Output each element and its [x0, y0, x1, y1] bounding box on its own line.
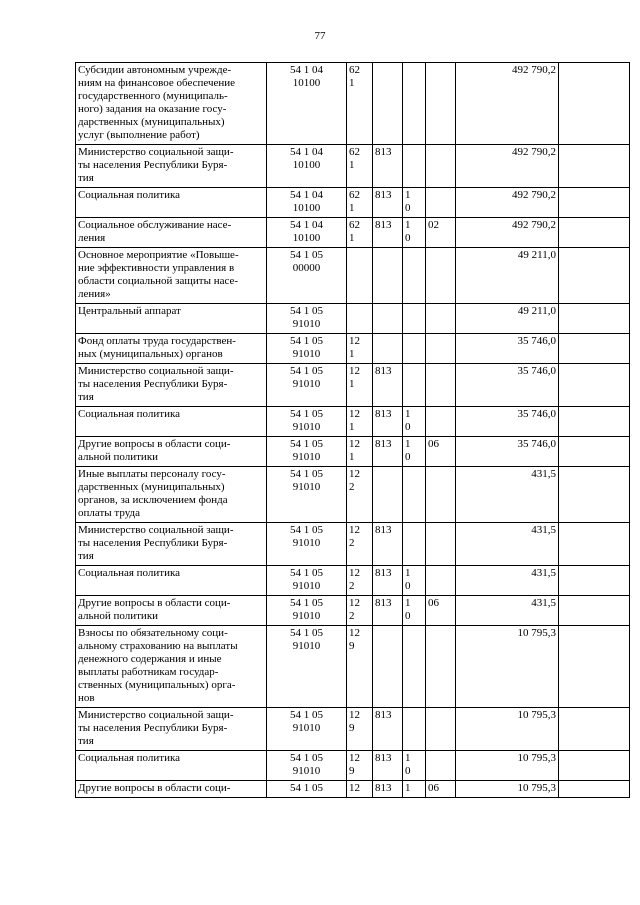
cell-target-article: 54 1 05 91010 [267, 334, 347, 364]
cell-amount: 492 790,2 [456, 188, 559, 218]
cell-target-article: 54 1 04 10100 [267, 145, 347, 188]
cell-subsection [426, 364, 456, 407]
cell-expense-type: 12 2 [347, 523, 373, 566]
cell-administrator [373, 334, 403, 364]
cell-section: 1 [403, 781, 426, 798]
cell-amount: 431,5 [456, 467, 559, 523]
cell-administrator [373, 626, 403, 708]
cell-section [403, 304, 426, 334]
cell-subsection [426, 626, 456, 708]
table-row [76, 145, 630, 188]
cell-extra [559, 364, 630, 407]
cell-amount: 10 795,3 [456, 626, 559, 708]
cell-expense-type: 12 2 [347, 596, 373, 626]
cell-extra [559, 437, 630, 467]
cell-administrator [373, 304, 403, 334]
cell-extra [559, 334, 630, 364]
cell-extra [559, 708, 630, 751]
cell-section [403, 708, 426, 751]
cell-amount: 35 746,0 [456, 334, 559, 364]
cell-expense-type: 12 2 [347, 566, 373, 596]
cell-name: Другие вопросы в области соци- альной политики [76, 596, 267, 626]
cell-target-article: 54 1 05 91010 [267, 523, 347, 566]
cell-amount: 10 795,3 [456, 708, 559, 751]
cell-subsection [426, 708, 456, 751]
cell-target-article: 54 1 05 91010 [267, 467, 347, 523]
cell-amount: 431,5 [456, 596, 559, 626]
cell-section: 1 0 [403, 188, 426, 218]
cell-extra [559, 63, 630, 145]
cell-target-article: 54 1 05 00000 [267, 248, 347, 304]
cell-name: Социальная политика [76, 566, 267, 596]
cell-expense-type: 62 1 [347, 63, 373, 145]
table-row [76, 188, 630, 218]
table-row [76, 304, 630, 334]
cell-administrator: 813 [373, 145, 403, 188]
cell-amount: 431,5 [456, 566, 559, 596]
cell-section [403, 334, 426, 364]
cell-target-article: 54 1 05 91010 [267, 304, 347, 334]
cell-subsection [426, 188, 456, 218]
table-row [76, 751, 630, 781]
cell-subsection [426, 751, 456, 781]
cell-extra [559, 467, 630, 523]
cell-amount: 492 790,2 [456, 145, 559, 188]
cell-target-article: 54 1 05 91010 [267, 626, 347, 708]
table-row [76, 218, 630, 248]
cell-subsection [426, 523, 456, 566]
table-row [76, 523, 630, 566]
table-row [76, 708, 630, 751]
cell-expense-type: 12 9 [347, 626, 373, 708]
cell-target-article: 54 1 05 [267, 781, 347, 798]
cell-administrator: 813 [373, 751, 403, 781]
cell-subsection: 06 [426, 437, 456, 467]
cell-name: Другие вопросы в области соци- [76, 781, 267, 798]
cell-name: Социальная политика [76, 407, 267, 437]
cell-expense-type: 12 1 [347, 437, 373, 467]
cell-extra [559, 596, 630, 626]
cell-administrator: 813 [373, 596, 403, 626]
cell-amount: 35 746,0 [456, 364, 559, 407]
cell-extra [559, 145, 630, 188]
cell-name: Взносы по обязательному соци- альному страхованию на выплаты денежного содержания и иные выплаты работникам государ- ственных (муниципальных) орга- нов [76, 626, 267, 708]
table-row [76, 566, 630, 596]
cell-subsection [426, 467, 456, 523]
cell-subsection [426, 407, 456, 437]
cell-section [403, 364, 426, 407]
cell-extra [559, 523, 630, 566]
cell-target-article: 54 1 05 91010 [267, 596, 347, 626]
cell-amount: 35 746,0 [456, 407, 559, 437]
cell-name: Субсидии автономным учрежде- ниям на финансовое обеспечение государственного (муниципаль- ного) задания на оказание госу- дарственных (муниципальных) услуг (выполнение работ) [76, 63, 267, 145]
budget-table [75, 62, 630, 798]
cell-amount: 492 790,2 [456, 218, 559, 248]
cell-target-article: 54 1 04 10100 [267, 188, 347, 218]
cell-name: Социальная политика [76, 188, 267, 218]
cell-administrator: 813 [373, 218, 403, 248]
cell-subsection [426, 63, 456, 145]
cell-amount: 49 211,0 [456, 304, 559, 334]
cell-section [403, 145, 426, 188]
cell-subsection [426, 304, 456, 334]
cell-amount: 492 790,2 [456, 63, 559, 145]
table-row [76, 467, 630, 523]
cell-name: Министерство социальной защи- ты населения Республики Буря- тия [76, 145, 267, 188]
cell-section: 1 0 [403, 596, 426, 626]
cell-target-article: 54 1 04 10100 [267, 218, 347, 248]
cell-extra [559, 566, 630, 596]
cell-name: Социальное обслуживание насе- ления [76, 218, 267, 248]
cell-name: Фонд оплаты труда государствен- ных (муниципальных) органов [76, 334, 267, 364]
cell-expense-type: 12 9 [347, 708, 373, 751]
cell-subsection: 06 [426, 596, 456, 626]
cell-expense-type [347, 304, 373, 334]
cell-amount: 10 795,3 [456, 751, 559, 781]
page-number: 77 [314, 30, 326, 42]
cell-extra [559, 218, 630, 248]
cell-extra [559, 304, 630, 334]
cell-name: Другие вопросы в области соци- альной политики [76, 437, 267, 467]
cell-section [403, 63, 426, 145]
cell-administrator: 813 [373, 188, 403, 218]
table-row [76, 334, 630, 364]
cell-expense-type: 62 1 [347, 188, 373, 218]
cell-target-article: 54 1 05 91010 [267, 708, 347, 751]
cell-target-article: 54 1 05 91010 [267, 364, 347, 407]
table-row [76, 437, 630, 467]
cell-section: 1 0 [403, 751, 426, 781]
cell-subsection [426, 145, 456, 188]
cell-section [403, 523, 426, 566]
table-row [76, 364, 630, 407]
cell-name: Министерство социальной защи- ты населения Республики Буря- тия [76, 708, 267, 751]
cell-extra [559, 781, 630, 798]
cell-extra [559, 626, 630, 708]
cell-subsection [426, 334, 456, 364]
cell-extra [559, 188, 630, 218]
cell-administrator: 813 [373, 364, 403, 407]
cell-expense-type: 62 1 [347, 218, 373, 248]
cell-target-article: 54 1 05 91010 [267, 437, 347, 467]
cell-target-article: 54 1 05 91010 [267, 751, 347, 781]
cell-subsection: 06 [426, 781, 456, 798]
cell-section: 1 0 [403, 437, 426, 467]
cell-extra [559, 751, 630, 781]
cell-administrator: 813 [373, 523, 403, 566]
cell-name: Иные выплаты персоналу госу- дарственных (муниципальных) органов, за исключением фонда оплаты труда [76, 467, 267, 523]
cell-administrator [373, 248, 403, 304]
cell-target-article: 54 1 04 10100 [267, 63, 347, 145]
cell-administrator: 813 [373, 437, 403, 467]
cell-subsection [426, 248, 456, 304]
cell-expense-type: 12 1 [347, 364, 373, 407]
cell-subsection [426, 566, 456, 596]
cell-amount: 49 211,0 [456, 248, 559, 304]
cell-administrator [373, 63, 403, 145]
cell-administrator: 813 [373, 708, 403, 751]
cell-section: 1 0 [403, 407, 426, 437]
cell-section: 1 0 [403, 566, 426, 596]
cell-target-article: 54 1 05 91010 [267, 566, 347, 596]
cell-name: Министерство социальной защи- ты населения Республики Буря- тия [76, 364, 267, 407]
cell-administrator: 813 [373, 566, 403, 596]
cell-name: Основное мероприятие «Повыше- ние эффективности управления в области социальной защиты насе- ления» [76, 248, 267, 304]
cell-name: Центральный аппарат [76, 304, 267, 334]
table-row [76, 248, 630, 304]
table-row [76, 626, 630, 708]
cell-extra [559, 407, 630, 437]
cell-section: 1 0 [403, 218, 426, 248]
table-row [76, 407, 630, 437]
cell-expense-type: 12 [347, 781, 373, 798]
table-row [76, 596, 630, 626]
table-row [76, 781, 630, 798]
cell-administrator [373, 467, 403, 523]
cell-section [403, 467, 426, 523]
cell-expense-type: 12 2 [347, 467, 373, 523]
budget-table-body [76, 63, 630, 798]
cell-name: Социальная политика [76, 751, 267, 781]
cell-section [403, 248, 426, 304]
cell-extra [559, 248, 630, 304]
table-row [76, 63, 630, 145]
cell-target-article: 54 1 05 91010 [267, 407, 347, 437]
cell-expense-type: 12 1 [347, 407, 373, 437]
cell-section [403, 626, 426, 708]
cell-amount: 10 795,3 [456, 781, 559, 798]
cell-expense-type: 12 9 [347, 751, 373, 781]
cell-administrator: 813 [373, 407, 403, 437]
cell-administrator: 813 [373, 781, 403, 798]
cell-name: Министерство социальной защи- ты населения Республики Буря- тия [76, 523, 267, 566]
cell-expense-type: 12 1 [347, 334, 373, 364]
cell-subsection: 02 [426, 218, 456, 248]
cell-expense-type [347, 248, 373, 304]
cell-expense-type: 62 1 [347, 145, 373, 188]
cell-amount: 35 746,0 [456, 437, 559, 467]
cell-amount: 431,5 [456, 523, 559, 566]
